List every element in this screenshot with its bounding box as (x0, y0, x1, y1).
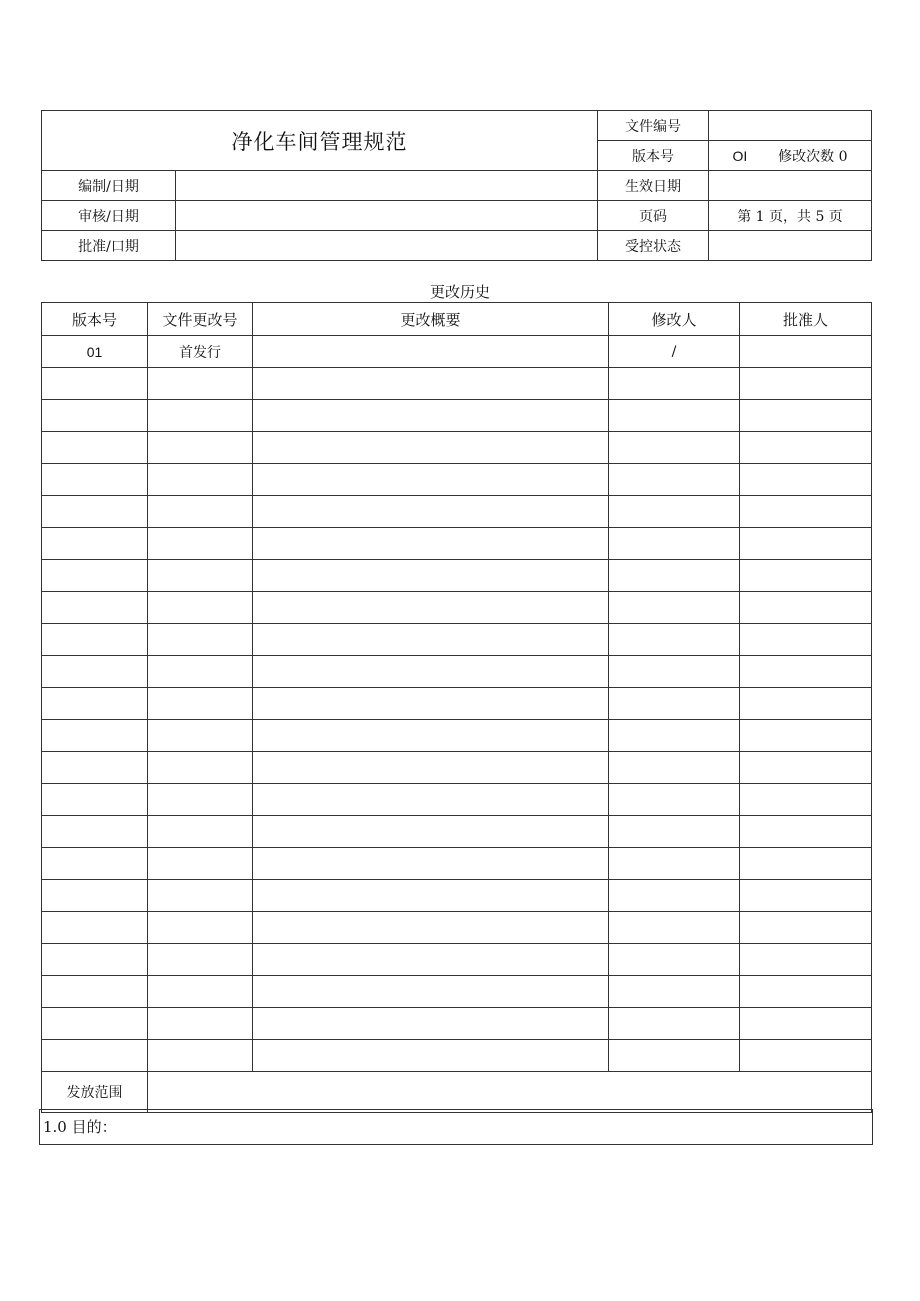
cell-change-number (148, 400, 253, 432)
cell-summary (253, 912, 609, 944)
cell-summary (253, 848, 609, 880)
column-header-version: 版本号 (42, 303, 148, 336)
cell-modifier (609, 432, 740, 464)
cell-modifier (609, 496, 740, 528)
cell-summary (253, 368, 609, 400)
page-label: 页码 (598, 201, 709, 231)
doc-number-value (709, 111, 872, 141)
prepared-label: 编制/日期 (42, 171, 176, 201)
cell-approver (740, 432, 872, 464)
cell-approver (740, 848, 872, 880)
history-row (42, 624, 872, 656)
history-row (42, 464, 872, 496)
history-row (42, 656, 872, 688)
cell-change-number (148, 816, 253, 848)
cell-change-number (148, 944, 253, 976)
cell-modifier (609, 1040, 740, 1072)
cell-summary (253, 1040, 609, 1072)
cell-version (42, 880, 148, 912)
cell-summary (253, 592, 609, 624)
cell-modifier (609, 1008, 740, 1040)
cell-modifier (609, 784, 740, 816)
cell-approver (740, 464, 872, 496)
cell-modifier (609, 656, 740, 688)
page-value: 第 1 页，共 5 页 (709, 201, 872, 231)
cell-summary (253, 432, 609, 464)
change-history-table (41, 302, 872, 1113)
cell-approver (740, 880, 872, 912)
prepared-value (176, 171, 598, 201)
cell-summary (253, 624, 609, 656)
cell-approver (740, 368, 872, 400)
cell-version (42, 688, 148, 720)
cell-version (42, 496, 148, 528)
cell-change-number (148, 624, 253, 656)
history-row (42, 400, 872, 432)
cell-version: 01 (42, 336, 148, 368)
history-row (42, 784, 872, 816)
history-row (42, 880, 872, 912)
cell-modifier (609, 720, 740, 752)
change-history-heading: 更改历史 (429, 283, 490, 301)
history-row (42, 720, 872, 752)
cell-summary (253, 784, 609, 816)
control-status-label: 受控状态 (598, 231, 709, 261)
cell-approver (740, 656, 872, 688)
cell-version (42, 720, 148, 752)
cell-version (42, 752, 148, 784)
cell-version (42, 976, 148, 1008)
revision-count: 修改次数 0 (778, 148, 848, 165)
cell-version (42, 400, 148, 432)
cell-version (42, 560, 148, 592)
cell-change-number (148, 368, 253, 400)
cell-summary (253, 816, 609, 848)
cell-change-number (148, 560, 253, 592)
cell-modifier (609, 816, 740, 848)
column-header-summary: 更改概要 (253, 303, 609, 336)
cell-version (42, 944, 148, 976)
history-row (42, 1008, 872, 1040)
effective-date-value (709, 171, 872, 201)
cell-change-number (148, 496, 253, 528)
cell-modifier (609, 528, 740, 560)
history-row (42, 848, 872, 880)
column-header-change-number: 文件更改号 (148, 303, 253, 336)
cell-approver (740, 560, 872, 592)
cell-approver (740, 784, 872, 816)
cell-modifier (609, 624, 740, 656)
cell-summary (253, 464, 609, 496)
cell-change-number (148, 976, 253, 1008)
cell-approver (740, 688, 872, 720)
cell-version (42, 656, 148, 688)
cell-change-number (148, 592, 253, 624)
cell-modifier (609, 560, 740, 592)
cell-change-number (148, 432, 253, 464)
effective-date-label: 生效日期 (598, 171, 709, 201)
cell-change-number (148, 1008, 253, 1040)
cell-modifier (609, 464, 740, 496)
history-row (42, 912, 872, 944)
cell-summary (253, 656, 609, 688)
cell-approver (740, 624, 872, 656)
history-row (42, 976, 872, 1008)
cell-change-number (148, 912, 253, 944)
distribution-value (148, 1072, 872, 1113)
cell-change-number (148, 784, 253, 816)
cell-change-number (148, 464, 253, 496)
cell-version (42, 624, 148, 656)
cell-approver (740, 336, 872, 368)
version-cell (709, 141, 872, 171)
history-row (42, 752, 872, 784)
history-row (42, 528, 872, 560)
cell-approver (740, 912, 872, 944)
cell-change-number (148, 528, 253, 560)
cell-version (42, 848, 148, 880)
history-row (42, 432, 872, 464)
cell-change-number: 首发行 (148, 336, 253, 368)
cell-modifier (609, 912, 740, 944)
approved-value (176, 231, 598, 261)
history-row (42, 816, 872, 848)
cell-summary (253, 496, 609, 528)
version-value: OI (732, 147, 748, 164)
cell-version (42, 464, 148, 496)
version-label: 版本号 (598, 141, 709, 171)
cell-summary (253, 944, 609, 976)
cell-approver (740, 976, 872, 1008)
column-header-approver: 批准人 (740, 303, 872, 336)
reviewed-label: 审核/日期 (42, 201, 176, 231)
history-row (42, 688, 872, 720)
history-row (42, 592, 872, 624)
cell-modifier (609, 752, 740, 784)
cell-approver (740, 944, 872, 976)
document-title: 净化车间管理规范 (42, 111, 598, 171)
doc-number-label: 文件编号 (598, 111, 709, 141)
cell-change-number (148, 880, 253, 912)
cell-summary (253, 880, 609, 912)
history-row (42, 560, 872, 592)
cell-modifier (609, 592, 740, 624)
cell-summary (253, 400, 609, 432)
cell-summary (253, 336, 609, 368)
cell-change-number (148, 656, 253, 688)
cell-modifier (609, 944, 740, 976)
cell-modifier: / (609, 336, 740, 368)
cell-change-number (148, 848, 253, 880)
history-row (42, 336, 872, 368)
cell-change-number (148, 1040, 253, 1072)
cell-approver (740, 1008, 872, 1040)
cell-version (42, 912, 148, 944)
cell-summary (253, 528, 609, 560)
cell-approver (740, 496, 872, 528)
column-header-modifier: 修改人 (609, 303, 740, 336)
cell-version (42, 1008, 148, 1040)
distribution-row (42, 1072, 872, 1113)
approved-label: 批准/口期 (42, 231, 176, 261)
cell-change-number (148, 720, 253, 752)
cell-modifier (609, 848, 740, 880)
cell-approver (740, 1040, 872, 1072)
cell-version (42, 592, 148, 624)
cell-summary (253, 560, 609, 592)
cell-summary (253, 752, 609, 784)
cell-version (42, 816, 148, 848)
history-row (42, 944, 872, 976)
cell-summary (253, 720, 609, 752)
cell-approver (740, 592, 872, 624)
cell-change-number (148, 688, 253, 720)
cell-modifier (609, 976, 740, 1008)
cell-version (42, 528, 148, 560)
cell-modifier (609, 880, 740, 912)
reviewed-value (176, 201, 598, 231)
history-row (42, 368, 872, 400)
control-status-value (709, 231, 872, 261)
cell-modifier (609, 400, 740, 432)
cell-approver (740, 400, 872, 432)
cell-summary (253, 688, 609, 720)
cell-modifier (609, 368, 740, 400)
cell-approver (740, 528, 872, 560)
section-purpose-heading: 1.0 目的： (39, 1109, 873, 1145)
cell-version (42, 432, 148, 464)
cell-summary (253, 1008, 609, 1040)
cell-approver (740, 816, 872, 848)
cell-version (42, 1040, 148, 1072)
history-header-row (42, 303, 872, 336)
cell-version (42, 368, 148, 400)
cell-approver (740, 752, 872, 784)
distribution-label: 发放范围 (42, 1072, 148, 1113)
cell-summary (253, 976, 609, 1008)
cell-change-number (148, 752, 253, 784)
cell-modifier (609, 688, 740, 720)
history-row (42, 496, 872, 528)
cell-approver (740, 720, 872, 752)
cell-version (42, 784, 148, 816)
document-header-table (41, 110, 872, 261)
history-row (42, 1040, 872, 1072)
